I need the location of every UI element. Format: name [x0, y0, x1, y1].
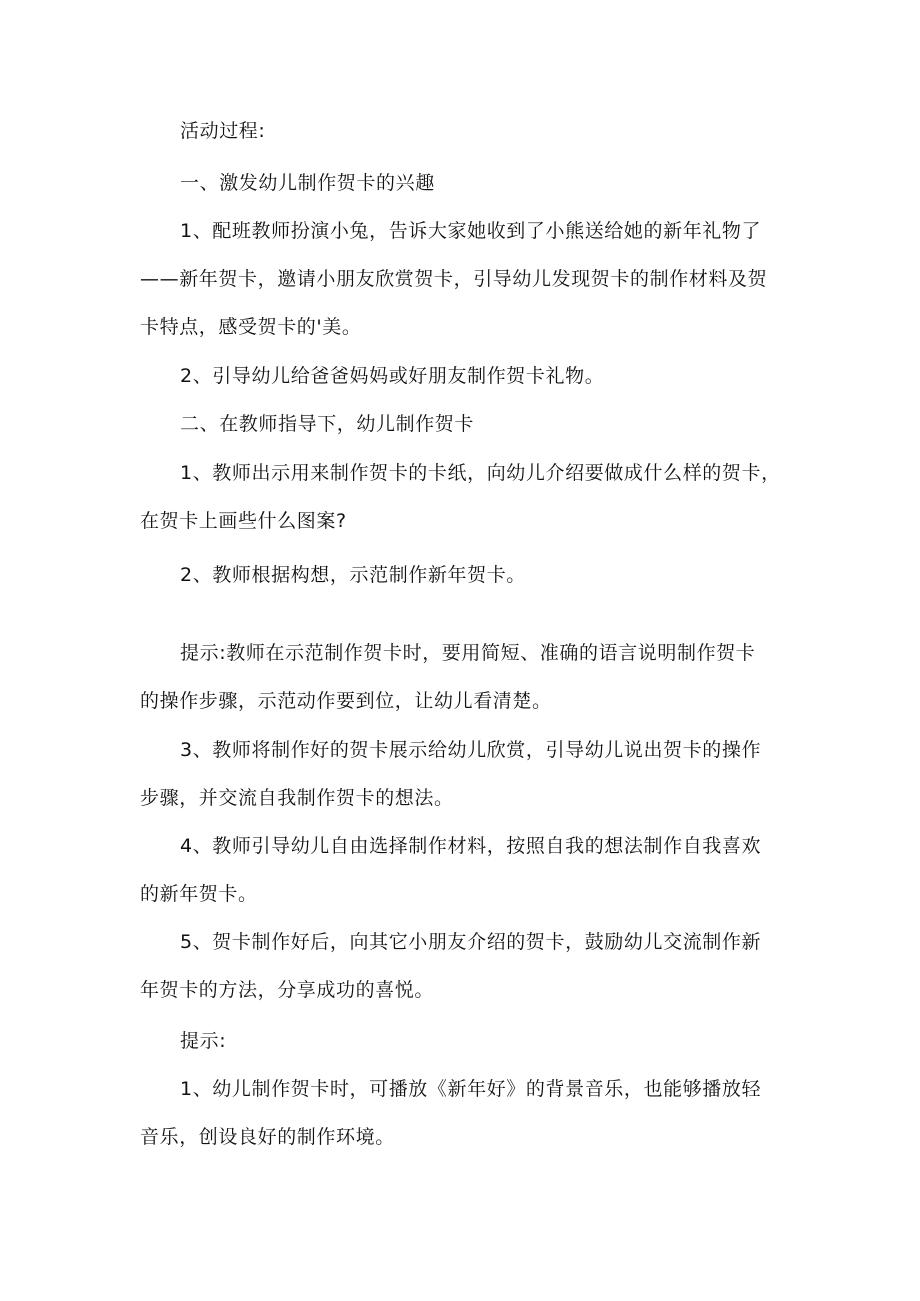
tip-label: 提示:: [180, 1030, 227, 1052]
paragraph-line: 1、幼儿制作贺卡时，可播放《新年好》的背景音乐，也能够播放轻: [180, 1078, 762, 1100]
paragraph-line: 1、教师出示用来制作贺卡的卡纸，向幼儿介绍要做成什么样的贺卡，: [180, 462, 781, 484]
section-label-activity-process: 活动过程:: [180, 120, 266, 142]
heading-part-two: 二、在教师指导下，幼儿制作贺卡: [180, 413, 475, 435]
paragraph-line: 1、配班教师扮演小兔，告诉大家她收到了小熊送给她的新年礼物了: [180, 220, 762, 242]
paragraph-line: 步骤，并交流自我制作贺卡的想法。: [140, 787, 454, 809]
paragraph-line: 2、教师根据构想，示范制作新年贺卡。: [180, 564, 526, 586]
paragraph-line: 4、教师引导幼儿自由选择制作材料，按照自我的想法制作自我喜欢: [180, 835, 762, 857]
tip-line: 的操作步骤，示范动作要到位，让幼儿看清楚。: [140, 690, 552, 712]
paragraph-line: 在贺卡上画些什么图案?: [140, 510, 347, 532]
paragraph-line: 5、贺卡制作好后，向其它小朋友介绍的贺卡，鼓励幼儿交流制作新: [180, 931, 762, 953]
heading-part-one: 一、激发幼儿制作贺卡的兴趣: [180, 172, 435, 194]
paragraph-line: 音乐，创设良好的制作环境。: [140, 1126, 395, 1148]
paragraph-line: 年贺卡的方法，分享成功的喜悦。: [140, 979, 435, 1001]
paragraph-line: 的新年贺卡。: [140, 883, 258, 905]
paragraph-line: 卡特点，感受贺卡的'美。: [140, 316, 362, 338]
paragraph-line: 3、教师将制作好的贺卡展示给幼儿欣赏，引导幼儿说出贺卡的操作: [180, 739, 762, 761]
tip-line: 提示:教师在示范制作贺卡时，要用简短、准确的语言说明制作贺卡: [180, 642, 756, 664]
paragraph-line: 2、引导幼儿给爸爸妈妈或好朋友制作贺卡礼物。: [180, 365, 605, 387]
paragraph-line: ——新年贺卡，邀请小朋友欣赏贺卡，引导幼儿发现贺卡的制作材料及贺: [140, 268, 768, 290]
